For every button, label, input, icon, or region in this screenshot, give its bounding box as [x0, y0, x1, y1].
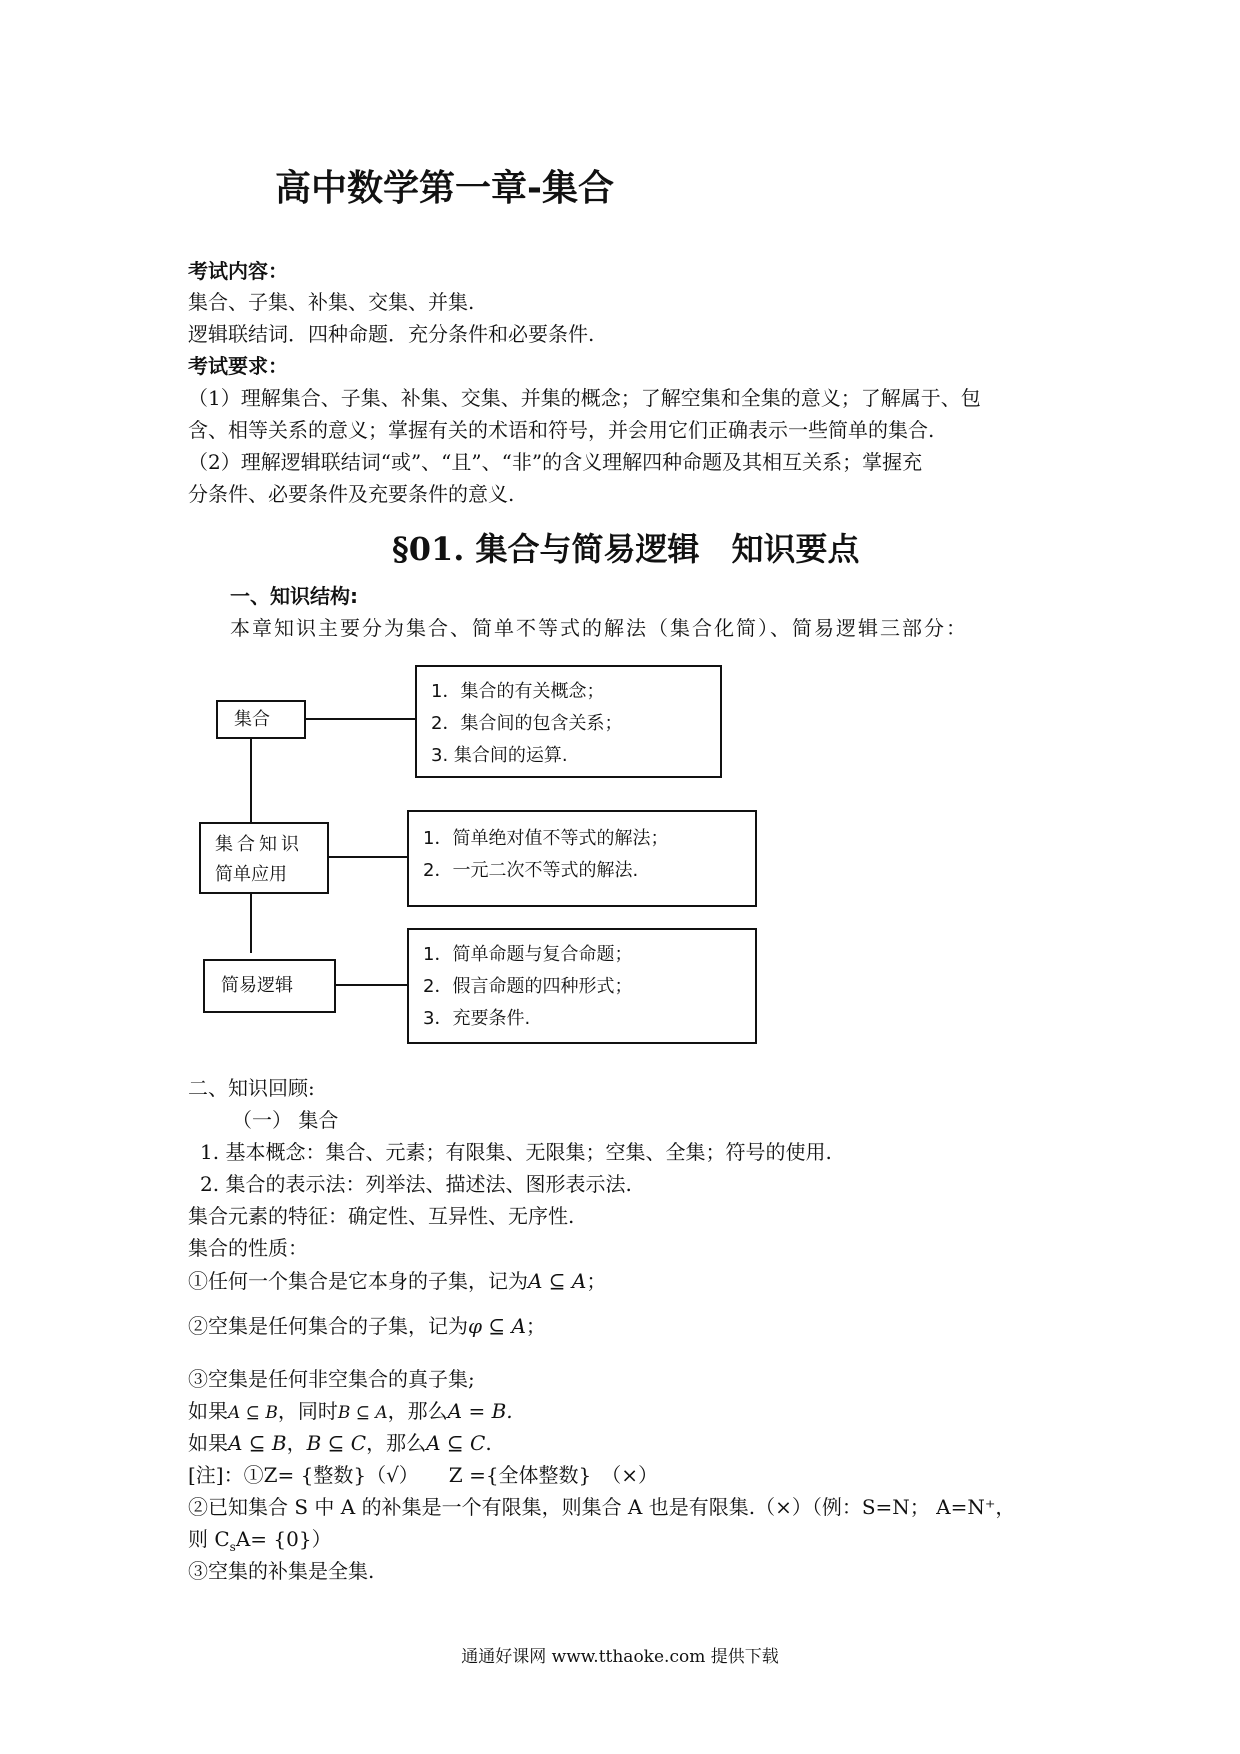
rule-text: . — [485, 1431, 492, 1455]
node-applications-label: 集合知识 — [215, 834, 303, 855]
note-line: ②已知集合 S 中 A 的补集是一个有限集，则集合 A 也是有限集.（×）（例：S=N； A=N⁺， — [188, 1495, 1016, 1519]
review-line: 1. 基本概念：集合、元素；有限集、无限集；空集、全集；符号的使用. — [200, 1140, 832, 1164]
property-text: ； — [586, 1269, 607, 1293]
exam-requirement-line: （1）理解集合、子集、补集、交集、并集的概念；了解空集和全集的意义；了解属于、包 — [188, 386, 981, 410]
note-line: ③空集的补集是全集. — [188, 1559, 375, 1583]
rule-text: 如果 — [188, 1399, 228, 1423]
exam-requirement-line: 含、相等关系的意义；掌握有关的术语和符号，并会用它们正确表示一些简单的集合. — [188, 418, 935, 442]
review-line: 集合元素的特征：确定性、互异性、无序性. — [188, 1204, 575, 1228]
node-logic-details — [407, 928, 757, 1044]
property-text: ②空集是任何集合的子集，记为 — [188, 1314, 468, 1338]
rule-text: ， — [286, 1431, 307, 1455]
section-title: §01. 集合与简易逻辑 知识要点 — [392, 530, 860, 568]
detail-item: 2．假言命题的四种形式； — [423, 976, 633, 997]
node-logic — [203, 959, 336, 1013]
node-sets-details — [415, 665, 722, 778]
review-heading: 二、知识回顾: — [188, 1076, 315, 1100]
rule-text: 如果 — [188, 1431, 228, 1455]
math-expression: B ⊆ A — [337, 1403, 388, 1423]
detail-item: 2．一元二次不等式的解法. — [423, 860, 639, 881]
exam-requirement-line: 分条件、必要条件及充要条件的意义. — [188, 482, 515, 506]
math-expression: B ⊆ C — [306, 1431, 367, 1455]
exam-requirement-line: （2）理解逻辑联结词“或”、“且”、“非”的含义理解四种命题及其相互关系；掌握充 — [188, 450, 923, 474]
math-expression: A ⊆ C — [426, 1431, 486, 1455]
detail-item: 3．充要条件. — [423, 1008, 531, 1029]
connector-line — [335, 984, 408, 986]
connector-line — [328, 856, 408, 858]
page-footer: 通通好课网 www.tthaoke.com 提供下载 — [461, 1647, 779, 1667]
detail-item: 2．集合间的包含关系； — [431, 713, 623, 734]
math-expression: A ⊆ B — [228, 1403, 278, 1423]
detail-item: 1．集合的有关概念； — [431, 681, 605, 702]
subscript: s — [229, 1540, 236, 1554]
math-expression: A ⊆ B — [228, 1431, 287, 1455]
rule-text: ，那么 — [387, 1399, 448, 1423]
property-text: ①任何一个集合是它本身的子集，记为 — [188, 1269, 528, 1293]
detail-item: 1．简单绝对值不等式的解法； — [423, 828, 669, 849]
rule-line-1 — [188, 1395, 513, 1424]
node-applications-details — [407, 810, 757, 907]
property-text: ； — [525, 1314, 546, 1338]
review-subheading: （一） 集合 — [232, 1108, 339, 1132]
connector-line — [250, 893, 252, 953]
exam-content-heading: 考试内容： — [188, 259, 288, 283]
node-applications — [199, 822, 329, 894]
review-line: 2. 集合的表示法：列举法、描述法、图形表示法. — [200, 1172, 632, 1196]
rule-line-2 — [188, 1427, 492, 1456]
node-sets-label: 集合 — [234, 709, 270, 730]
node-sets — [216, 700, 306, 739]
math-expression: A = B. — [447, 1399, 513, 1423]
note-line — [188, 1523, 332, 1554]
exam-content-line: 集合、子集、补集、交集、并集. — [188, 290, 475, 314]
structure-heading: 一、知识结构: — [230, 584, 358, 608]
note-text: A= {0}） — [235, 1527, 332, 1551]
property-1 — [188, 1265, 606, 1294]
connector-line — [250, 737, 252, 822]
node-applications-label: 简单应用 — [215, 864, 287, 885]
rule-text: ，同时 — [277, 1399, 338, 1423]
math-expression: φ ⊆ A — [468, 1314, 526, 1338]
structure-intro: 本章知识主要分为集合、简单不等式的解法（集合化简）、简易逻辑三部分： — [230, 616, 968, 640]
page-title: 高中数学第一章-集合 — [275, 168, 614, 209]
property-2 — [188, 1310, 546, 1339]
detail-item: 3. 集合间的运算. — [431, 745, 568, 766]
node-logic-label: 简易逻辑 — [221, 975, 293, 996]
note-text: 则 C — [188, 1527, 230, 1551]
rule-text: ，那么 — [366, 1431, 427, 1455]
review-line: 集合的性质： — [188, 1236, 308, 1260]
math-expression: A ⊆ A — [528, 1269, 587, 1293]
exam-requirements-heading: 考试要求： — [188, 354, 288, 378]
exam-content-line: 逻辑联结词．四种命题．充分条件和必要条件. — [188, 322, 595, 346]
connector-line — [305, 718, 415, 720]
property-3: ③空集是任何非空集合的真子集; — [188, 1367, 475, 1391]
note-line: [注]：①Z= {整数}（√） Z ={全体整数} （×） — [188, 1463, 659, 1487]
detail-item: 1．简单命题与复合命题； — [423, 944, 633, 965]
